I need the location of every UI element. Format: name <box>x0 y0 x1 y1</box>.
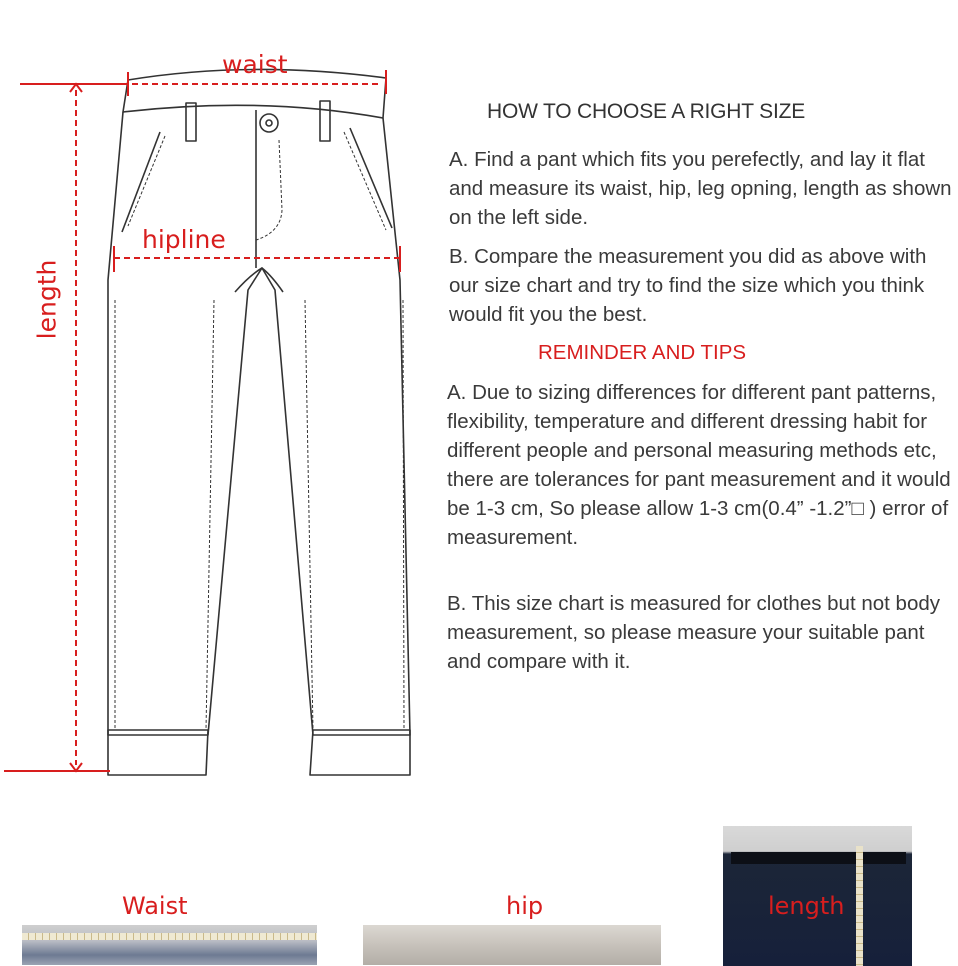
pants-measurement-diagram <box>0 0 440 790</box>
length-label: length <box>32 259 62 340</box>
belt-loop <box>320 101 330 141</box>
step-b-text: B. Compare the measurement you did as above with our size chart and try to find the size which you think would fit you the best. <box>449 245 927 326</box>
right-cuff <box>310 730 410 775</box>
button-icon <box>260 114 278 132</box>
step-a-text: A. Find a pant which fits you perefectly, and lay it flat and measure its waist, hip, leg opning, length as shown on the left side. <box>449 148 952 229</box>
tape-measure <box>22 933 317 940</box>
tip-a-text: A. Due to sizing differences for different pant patterns, flexibility, temperature and different dressing habit for different people and personal measuring methods etc, there are tolerances for pant measurement and it would be 1-3 cm, So please allow 1-3 cm(0.4” -1.2”□ ) error of measurement. <box>447 381 951 549</box>
waist-label: waist <box>222 50 288 79</box>
left-cuff <box>108 730 208 775</box>
hip-photo <box>363 925 661 965</box>
hipline-label: hipline <box>142 225 226 254</box>
waistband-photo <box>731 852 906 864</box>
hip-photo-label: hip <box>506 892 544 920</box>
length-photo-label: length <box>768 892 845 920</box>
tips-title: REMINDER AND TIPS <box>538 341 747 364</box>
guide-title: HOW TO CHOOSE A RIGHT SIZE <box>487 100 806 123</box>
belt-loop <box>186 103 196 141</box>
waist-photo <box>22 925 317 965</box>
tape-measure <box>856 846 863 966</box>
waist-photo-label: Waist <box>122 892 188 920</box>
left-pocket <box>122 132 160 232</box>
tip-b-text: B. This size chart is measured for clothes but not body measurement, so please measure your suitable pant and compare with it. <box>447 592 941 673</box>
pants-outline <box>108 112 410 735</box>
